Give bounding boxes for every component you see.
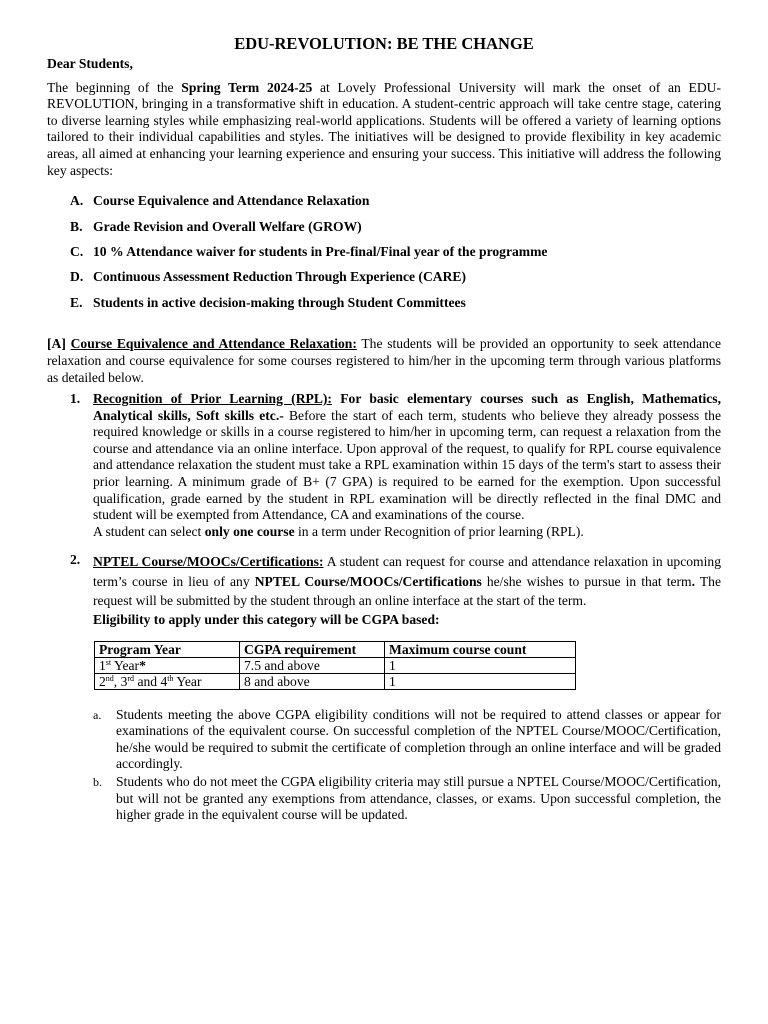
aspect-text: Continuous Assessment Reduction Through Experience (CARE) [93,269,466,285]
note-text: Students who do not meet the CGPA eligibility criteria may still pursue a NPTEL Course/MOOC/Certification, but will not be granted any exemptions from attendance, classes, or exams. Upon successful completion, the higher grade in the equivalent course will be updated. [116,773,721,823]
aspect-marker: D. [70,269,84,285]
table-header: Program Year [95,641,240,657]
aspect-item [47,295,721,312]
aspect-item [47,219,721,236]
aspect-item [47,269,721,286]
aspect-marker: A. [70,193,84,209]
aspect-item [47,244,721,261]
aspect-item [47,193,721,210]
aspect-text: Students in active decision-making through Student Committees [93,294,466,310]
rpl-bold-text: For basic elementary courses such as English, Mathematics, Analytical skills, Soft skills etc.- [93,391,721,423]
aspect-text: Course Equivalence and Attendance Relaxation [93,193,370,209]
aspect-marker: C. [70,243,84,259]
rpl-heading: Recognition of Prior Learning (RPL): [93,391,332,407]
intro-term: Spring Term 2024-25 [181,79,313,95]
nptel-item [47,552,721,628]
table-cell-cgpa: 7.5 and above [240,657,385,673]
nptel-number: 2. [70,552,81,568]
cgpa-table [94,641,576,690]
nptel-text2: he/she wishes to pursue in that term [481,573,692,589]
nptel-paragraph: NPTEL Course/MOOCs/Certifications: A student can request for course and attendance relaxation in upcoming term’s course in lieu of any NPTEL Course/MOOCs/Certifications he/she wishes to pursue in that term. The request will be submitted by the student through an online interface at the start of the term. [93,554,721,609]
nptel-heading: NPTEL Course/MOOCs/Certifications: [93,554,324,570]
rpl-paragraph [93,391,721,524]
section-a-text: The students will be provided an opportunity to seek attendance relaxation and course equivalence for some courses registered to him/her in the upcoming term through various platforms as detailed below. [47,336,721,385]
rpl-item [47,391,721,540]
document-title: EDU-REVOLUTION: BE THE CHANGE [234,34,534,53]
section-a-heading: Course Equivalence and Attendance Relaxation: [70,336,357,352]
section-a-paragraph [47,336,721,386]
table-cell-year: 1st Year* [95,657,240,673]
rpl-number: 1. [70,391,81,407]
nptel-bold-mid: NPTEL Course/MOOCs/Certifications [254,573,482,589]
rpl-text: Before the start of each term, students who believe they already possess the required knowledge or skills in a course registered to him/her in upcoming term, can request a relaxation from the course and attendance via an online interface. Upon approval of the request, to qualify for RPL course equivalence and attendance relaxation the student must take a RPL examination within 15 days of the term's start to assess their prior learning. A minimum grade of B+ (7 GPA) is required to be earned for the exemption. Upon successful qualification, grade earned by the student in RPL examination will be directly reflected in the final DMC and student will be exempted from Attendance, CA and examinations of the course. [93,407,721,523]
aspect-text: Grade Revision and Overall Welfare (GROW) [93,218,362,234]
table-header: CGPA requirement [240,641,385,657]
list-item [47,707,721,773]
table-cell-year: 2nd, 3rd and 4th Year [95,673,240,689]
table-row [95,673,576,689]
key-aspects-list [47,193,721,311]
section-a-tag: [A] [47,336,66,352]
intro-pre: The beginning of the [47,79,182,95]
note-marker: a. [93,707,102,722]
aspect-marker: B. [70,218,83,234]
nptel-notes-list [47,707,721,824]
nptel-text3: The request will be submitted by the student through an online interface at the start of the term. [93,573,721,609]
rpl-note-pre: A student can select [93,523,205,539]
salutation: Dear Students, [47,56,133,71]
table-cell-cgpa: 8 and above [240,673,385,689]
table-cell-count: 1 [385,657,576,673]
rpl-note-bold: only one course [204,523,295,539]
aspect-text: 10 % Attendance waiver for students in Pre-final/Final year of the programme [93,243,548,259]
table-row [95,657,576,673]
table-header: Maximum course count [385,641,576,657]
document-page [47,34,721,824]
nptel-text1: A student can request for course and attendance relaxation in upcoming term’s course in lieu of any [93,554,721,589]
note-text: Students meeting the above CGPA eligibility conditions will not be required to attend classes or appear for examinations of the equivalent course. On successful completion of the NPTEL Course/MOOC/Certification, he/she would be required to submit the certificate of completion through an online interface and will be graded accordingly. [116,706,721,772]
list-item [47,774,721,824]
rpl-note-post: in a term under Recognition of prior learning (RPL). [294,523,584,539]
intro-post: at Lovely Professional University will mark the onset of an EDU-REVOLUTION, bringing in a transformative shift in education. A student-centric approach will take centre stage, catering to diverse learning styles while emphasizing real-world applications. Students will be offered a variety of learning options tailored to their individual capabilities and styles. The initiatives will be designed to provide flexibility in key academic areas, all aimed at enhancing your learning experience and ensuring your success. This initiative will address the following key aspects: [47,79,721,178]
rpl-note [93,524,721,541]
eligibility-heading: Eligibility to apply under this category will be CGPA based: [93,611,440,627]
intro-paragraph [47,80,721,180]
aspect-marker: E. [70,294,83,310]
table-header-row [95,641,576,657]
note-marker: b. [93,774,102,789]
table-cell-count: 1 [385,673,576,689]
